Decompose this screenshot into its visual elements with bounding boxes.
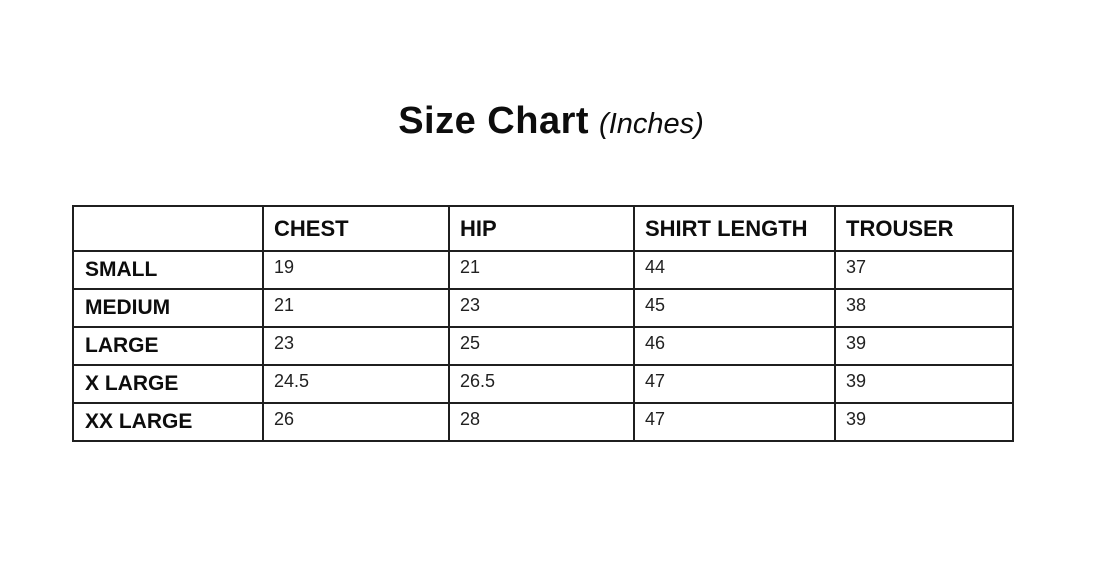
row-label-medium: MEDIUM	[73, 289, 263, 327]
page-title	[0, 0, 1102, 143]
size-chart-table	[72, 205, 1014, 442]
cell-large-trouser: 39	[835, 327, 1013, 365]
cell-xx-large-shirt-length: 47	[634, 403, 835, 441]
cell-medium-hip: 23	[449, 289, 634, 327]
cell-x-large-hip: 26.5	[449, 365, 634, 403]
column-header-chest: CHEST	[263, 206, 449, 251]
column-header-hip: HIP	[449, 206, 634, 251]
cell-small-chest: 19	[263, 251, 449, 289]
cell-small-trouser: 37	[835, 251, 1013, 289]
cell-x-large-chest: 24.5	[263, 365, 449, 403]
row-label-small: SMALL	[73, 251, 263, 289]
row-label-large: LARGE	[73, 327, 263, 365]
column-header-shirt-length: SHIRT LENGTH	[634, 206, 835, 251]
cell-xx-large-trouser: 39	[835, 403, 1013, 441]
cell-large-chest: 23	[263, 327, 449, 365]
table-row-small	[73, 251, 1013, 289]
cell-xx-large-chest: 26	[263, 403, 449, 441]
cell-x-large-trouser: 39	[835, 365, 1013, 403]
cell-medium-chest: 21	[263, 289, 449, 327]
cell-large-hip: 25	[449, 327, 634, 365]
cell-small-hip: 21	[449, 251, 634, 289]
table-row-large	[73, 327, 1013, 365]
cell-medium-trouser: 38	[835, 289, 1013, 327]
column-header-size	[73, 206, 263, 251]
page-title-main: Size Chart	[398, 100, 590, 142]
cell-small-shirt-length: 44	[634, 251, 835, 289]
page-title-unit: (Inches)	[599, 108, 704, 140]
cell-large-shirt-length: 46	[634, 327, 835, 365]
cell-xx-large-hip: 28	[449, 403, 634, 441]
cell-medium-shirt-length: 45	[634, 289, 835, 327]
table-row-x-large	[73, 365, 1013, 403]
row-label-x-large: X LARGE	[73, 365, 263, 403]
cell-x-large-shirt-length: 47	[634, 365, 835, 403]
table-row-xx-large	[73, 403, 1013, 441]
table-row-medium	[73, 289, 1013, 327]
row-label-xx-large: XX LARGE	[73, 403, 263, 441]
column-header-trouser: TROUSER	[835, 206, 1013, 251]
table-header-row	[73, 206, 1013, 251]
